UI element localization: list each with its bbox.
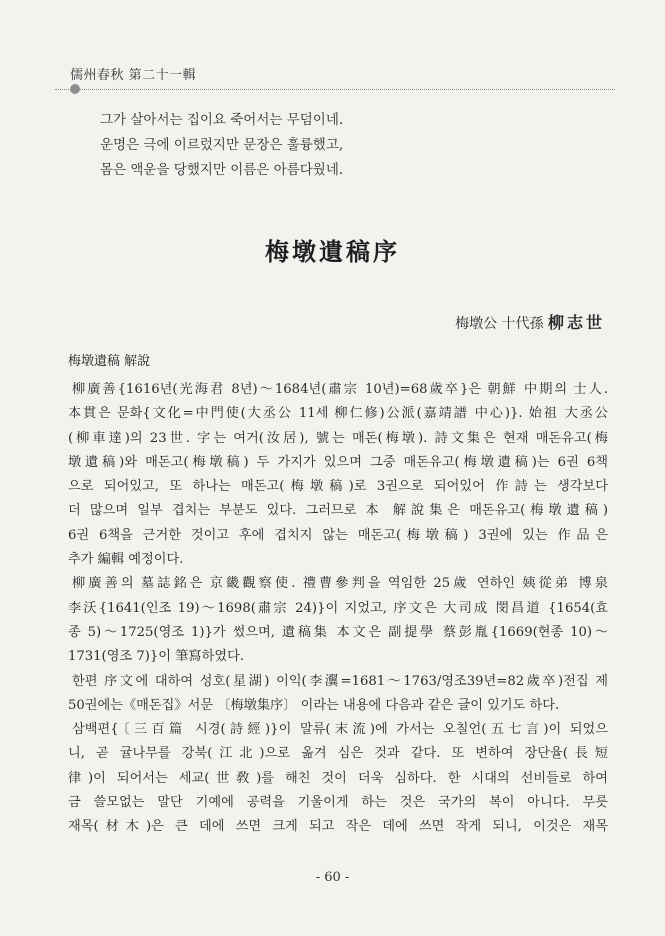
document-title: 梅墩遺稿序 [265,238,400,266]
poem-block [100,108,343,183]
running-header: 儒州春秋 第二十一輯 [70,68,197,83]
author-prefix: 梅墩公 十代孫 [455,316,544,332]
header-bullet-dot [70,84,80,94]
text-line: 으로 되어있고, 또 하나는 매돈고(梅墩稿)로 3권으로 되어있어 作詩는 생각보다 [68,479,608,495]
text-line: 柳廣善의 墓誌銘은 京畿觀察使. 禮曹參判을 역임한 25歲 연하인 姨從弟 博泉 [72,576,608,592]
text-line: 추가 編輯 예정이다. [68,552,184,568]
text-line: 本貫은 문화{文化=中門使(大丞公 11세 柳仁修)公派(嘉靖譜 中心)}. 始祖 大丞公 [68,406,608,422]
text-line: 墩遺稿)와 매돈고(梅墩稿) 두 가지가 있으며 그중 매돈유고(梅墩遺稿)는 6권 6책 [68,454,608,470]
text-line: (柳車達)의 23世. 字는 여거(汝居), 號는 매돈(梅墩). 詩文集은 현재 매돈유고(梅 [68,430,608,446]
poem-line: 그가 살아서는 집이요 죽어서는 무덤이네. [100,112,344,128]
text-line: 니, 곧 귤나무를 강북(江北)으로 옮겨 심은 것과 같다. 또 변하여 장단율(長短 [68,746,608,762]
text-line: 1731(영조 7)}이 筆寫하였다. [68,649,245,665]
author-line [455,310,605,333]
text-line: 금 쓸모없는 말단 기예에 공력을 기울이게 하는 것은 국가의 복이 아니다. 무릇 [68,795,608,811]
text-line: 李沃{1641(인조 19)～1698(肅宗 24)}이 지었고, 序文은 大司成 閔昌道 {1654(효 [68,600,608,616]
poem-line: 몸은 액운을 당했지만 이름은 아름다웠네. [100,162,344,178]
section-heading: 梅墩遺稿 解說 [68,354,151,369]
author-name: 柳志世 [547,313,605,332]
text-line: 柳廣善{1616년(光海君 8년)～1684년(肅宗 10년)=68歲卒}은 朝鮮 中期의 士人. [72,382,608,397]
text-line: 50권에는《매돈집》서문 〔梅墩集序〕 이라는 내용에 다음과 같은 글이 있기도 하다. [68,697,560,713]
body-text [68,378,608,840]
text-line: 더 많으며 일부 겹치는 부분도 있다. 그러므로 本 解說集은 매돈유고(梅墩遺稿) [68,503,608,519]
poem-line: 운명은 극에 이르렀지만 문장은 훌륭했고, [100,137,344,153]
text-line: 한편 序文에 대하여 성호(星湖) 이익(李瀷=1681～1763/영조39년=82歲卒)전집 제 [72,673,608,689]
text-line: 律)이 되어서는 세교(世敎)를 해친 것이 더욱 심하다. 한 시대의 선비들로 하여 [68,770,608,786]
page-number: - 60 - [315,870,350,885]
text-line: 삼백편{〔三百篇 시경(詩經)}이 말류(末流)에 가서는 오칠언(五七言)이 되었으 [72,722,608,738]
text-line: 재목(材木)은 큰 데에 쓰면 크게 되고 작은 데에 쓰면 작게 되니, 이것은 재목 [68,819,608,835]
header-divider [55,89,615,90]
text-line: 6권 6책을 근거한 것이고 후에 겹치지 않는 매돈고(梅墩稿) 3권에 있는 作品은 [68,527,608,543]
text-line: 종 5)～1725(영조 1)}가 썼으며, 遺稿集 本文은 副提學 蔡彭胤{1669(현종 10)～ [68,624,608,640]
